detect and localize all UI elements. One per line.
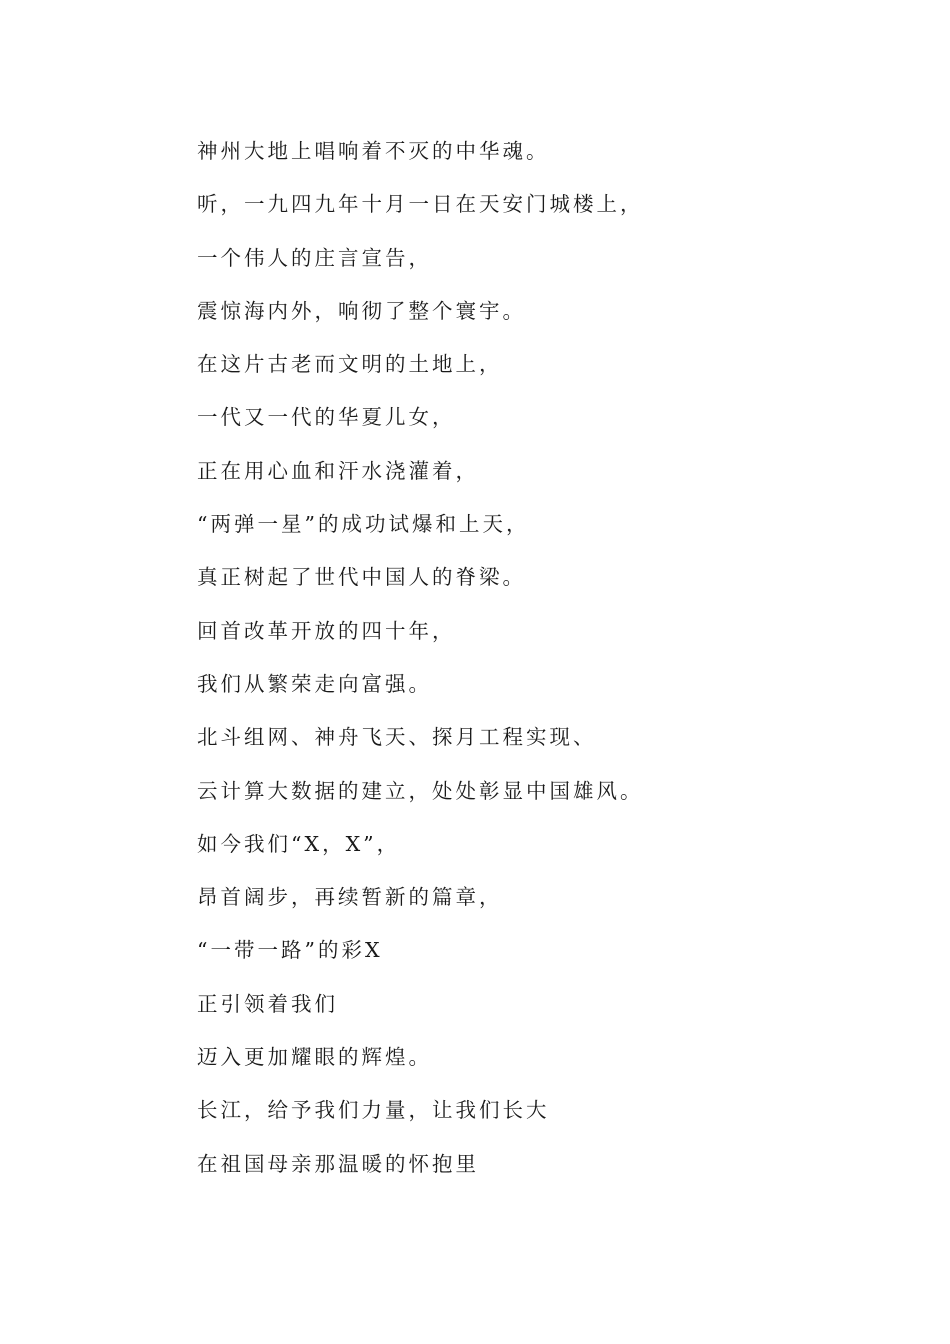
poem-line: 正在用心血和汗水浇灌着， (197, 458, 479, 483)
poem-line: “两弹一星”的成功试爆和上天， (197, 512, 530, 537)
poem-line: 神州大地上唱响着不灭的中华魂。 (197, 139, 550, 163)
poem-line: 在这片古老而文明的土地上， (197, 352, 503, 377)
poem-line: 听，一九四九年十月一日在天安门城楼上， (197, 192, 644, 217)
poem-line: 一个伟人的庄言宣告， (197, 245, 432, 270)
poem-line: 一代又一代的华夏儿女， (197, 405, 456, 430)
poem-body (197, 136, 644, 1202)
poem-line: 北斗组网、神舟飞天、探月工程实现、 (197, 725, 597, 750)
poem-line: 正引领着我们 (197, 991, 338, 1016)
poem-line: 昂首阔步，再续暂新的篇章， (197, 885, 503, 910)
poem-line: 长江，给予我们力量，让我们长大 (197, 1098, 550, 1123)
poem-line: 我们从繁荣走向富强。 (197, 671, 432, 696)
poem-line: 迈入更加耀眼的辉煌。 (197, 1045, 432, 1070)
poem-line: 回首改革开放的四十年， (197, 618, 456, 643)
poem-line: 如今我们“X，X”， (197, 831, 401, 856)
poem-line: 在祖国母亲那温暖的怀抱里 (197, 1151, 479, 1176)
poem-line: 真正树起了世代中国人的脊梁。 (197, 565, 526, 590)
poem-line: “一带一路”的彩X (197, 938, 383, 963)
poem-line: 震惊海内外，响彻了整个寰宇。 (197, 298, 526, 323)
poem-line: 云计算大数据的建立，处处彰显中国雄风。 (197, 778, 644, 803)
